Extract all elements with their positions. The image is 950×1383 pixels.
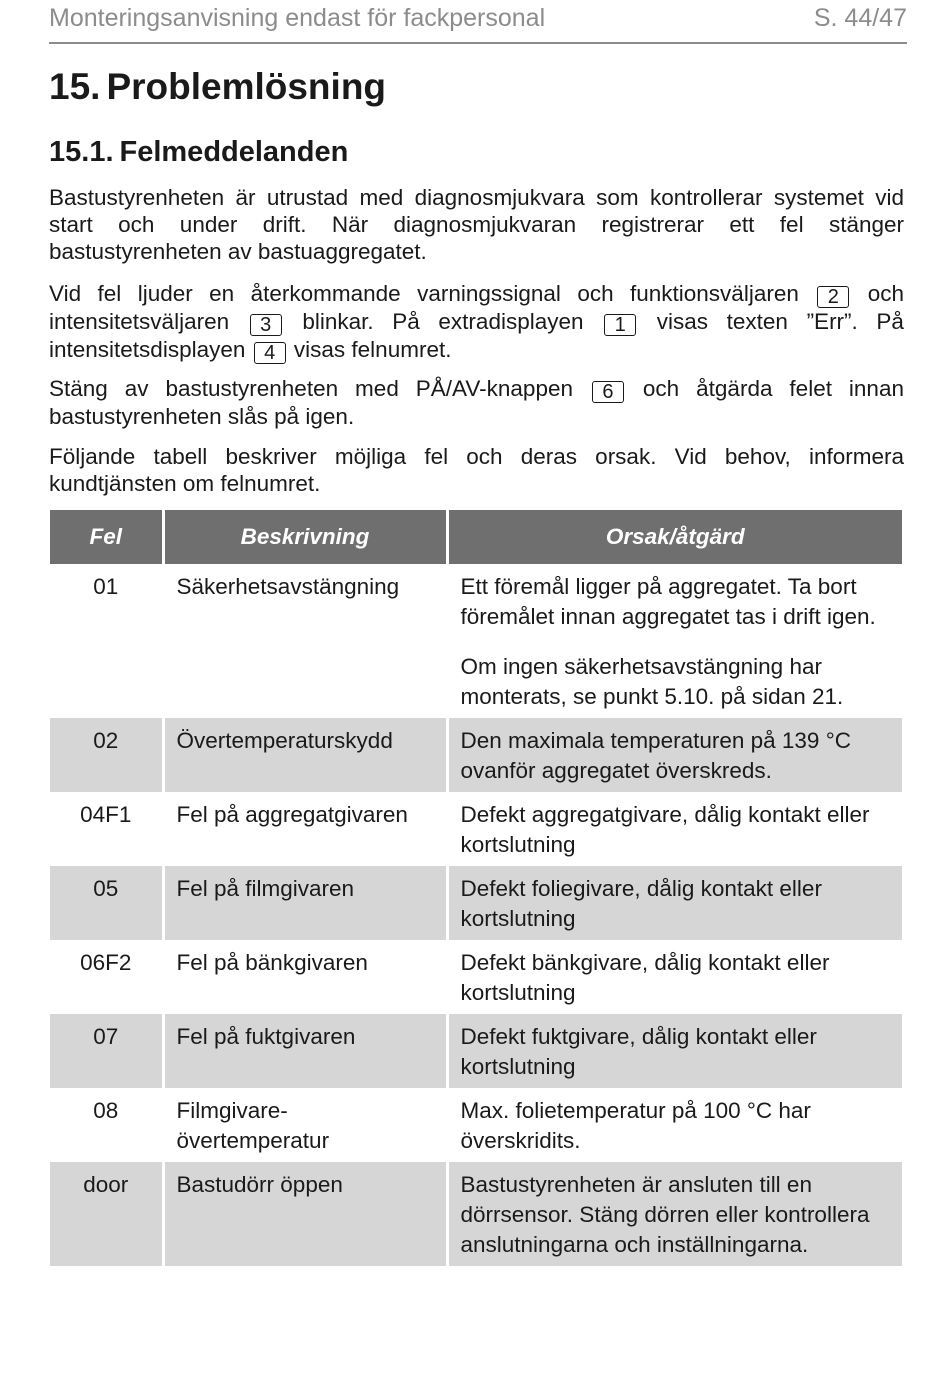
error-code: 08	[93, 1098, 119, 1123]
error-cause: Den maximala temperaturen på 139 °C ovanför aggregatet överskreds.	[447, 718, 902, 792]
text-run: Vid fel ljuder en återkommande varningssignal och funktionsväljaren	[49, 281, 799, 306]
error-code: 04F1	[80, 802, 132, 827]
section-number: 15.	[49, 66, 101, 107]
error-cause: Max. folietemperatur på 100 °C har överskridits.	[447, 1088, 902, 1162]
control-ref-box: 3	[250, 314, 282, 336]
error-description: Fel på fuktgivaren	[163, 1014, 447, 1088]
error-code: 06F2	[80, 950, 132, 975]
error-description: Bastudörr öppen	[163, 1162, 447, 1266]
intro-paragraph: Bastustyrenheten är utrustad med diagnosmjukvara som kontrollerar systemet vid start och under drift. När diagnosmjukvaran registrerar ett fel stänger bastustyrenheten av bastuaggregatet.	[49, 185, 904, 264]
control-ref-box: 4	[254, 342, 286, 364]
text-run: visas felnumret.	[293, 337, 452, 362]
error-code: 05	[50, 866, 163, 940]
table-header-row	[50, 510, 902, 564]
error-code: door	[50, 1162, 163, 1266]
control-ref-box: 6	[592, 381, 624, 403]
control-ref-box: 1	[604, 314, 636, 336]
column-header-fel: Fel	[50, 510, 163, 564]
table-intro-paragraph: Följande tabell beskriver möjliga fel och deras orsak. Vid behov, informera kundtjänsten om felnumret.	[49, 444, 904, 496]
error-description: Fel på bänkgivaren	[163, 940, 447, 1014]
table-row	[50, 940, 902, 1014]
error-description: Övertemperaturskydd	[163, 718, 447, 792]
signal-paragraph	[49, 280, 904, 364]
text-run: visas texten ”Err”. På intensitetsdisplayen	[49, 309, 904, 362]
error-cause: Defekt aggregatgivare, dålig kontakt eller kortslutning	[447, 792, 902, 866]
text-run: och åtgärda felet innan bastustyrenheten slås på igen.	[49, 376, 904, 429]
control-ref-box: 2	[817, 286, 849, 308]
table-row	[50, 792, 902, 866]
text-run: och intensitetsväljaren	[49, 281, 904, 334]
error-cause: Defekt bänkgivare, dålig kontakt eller kortslutning	[447, 940, 902, 1014]
subsection-number: 15.1.	[49, 136, 114, 168]
table-row	[50, 718, 902, 792]
text-run: blinkar. På extradisplayen	[302, 309, 584, 334]
error-table	[50, 510, 902, 1266]
error-description: Filmgivare-övertemperatur	[163, 1088, 447, 1162]
text-run: Stäng av bastustyrenheten med PÅ/AV-knappen	[49, 376, 573, 401]
page-header	[49, 0, 907, 44]
column-header-orsak: Orsak/åtgärd	[447, 510, 902, 564]
error-code: 07	[50, 1014, 163, 1088]
error-description: Säkerhetsavstängning	[163, 564, 447, 718]
table-row	[50, 1162, 902, 1266]
power-paragraph	[49, 375, 904, 430]
error-code: 01	[93, 574, 119, 599]
cause-text: Om ingen säkerhetsavstängning har monterats, se punkt 5.10. på sidan 21.	[460, 654, 844, 709]
section-title: Problemlösning	[106, 66, 387, 107]
error-description: Fel på aggregatgivaren	[163, 792, 447, 866]
section-heading	[49, 66, 386, 108]
error-cause: Defekt fuktgivare, dålig kontakt eller kortslutning	[447, 1014, 902, 1088]
error-cause	[447, 564, 902, 718]
table-row	[50, 1088, 902, 1162]
table-row	[50, 1014, 902, 1088]
error-cause: Bastustyrenheten är ansluten till en dörrsensor. Stäng dörren eller kontrollera anslutningarna och inställningarna.	[447, 1162, 902, 1266]
document-title: Monteringsanvisning endast för fackpersonal	[49, 4, 546, 32]
table-row	[50, 866, 902, 940]
table-row	[50, 564, 902, 718]
subsection-title: Felmeddelanden	[119, 136, 349, 168]
page-number: S. 44/47	[813, 4, 907, 32]
subsection-heading	[49, 136, 348, 169]
cause-text: Ett föremål ligger på aggregatet. Ta bort föremålet innan aggregatet tas i drift igen.	[460, 574, 876, 629]
error-code: 02	[50, 718, 163, 792]
error-cause: Defekt foliegivare, dålig kontakt eller kortslutning	[447, 866, 902, 940]
column-header-beskrivning: Beskrivning	[163, 510, 447, 564]
error-description: Fel på filmgivaren	[163, 866, 447, 940]
